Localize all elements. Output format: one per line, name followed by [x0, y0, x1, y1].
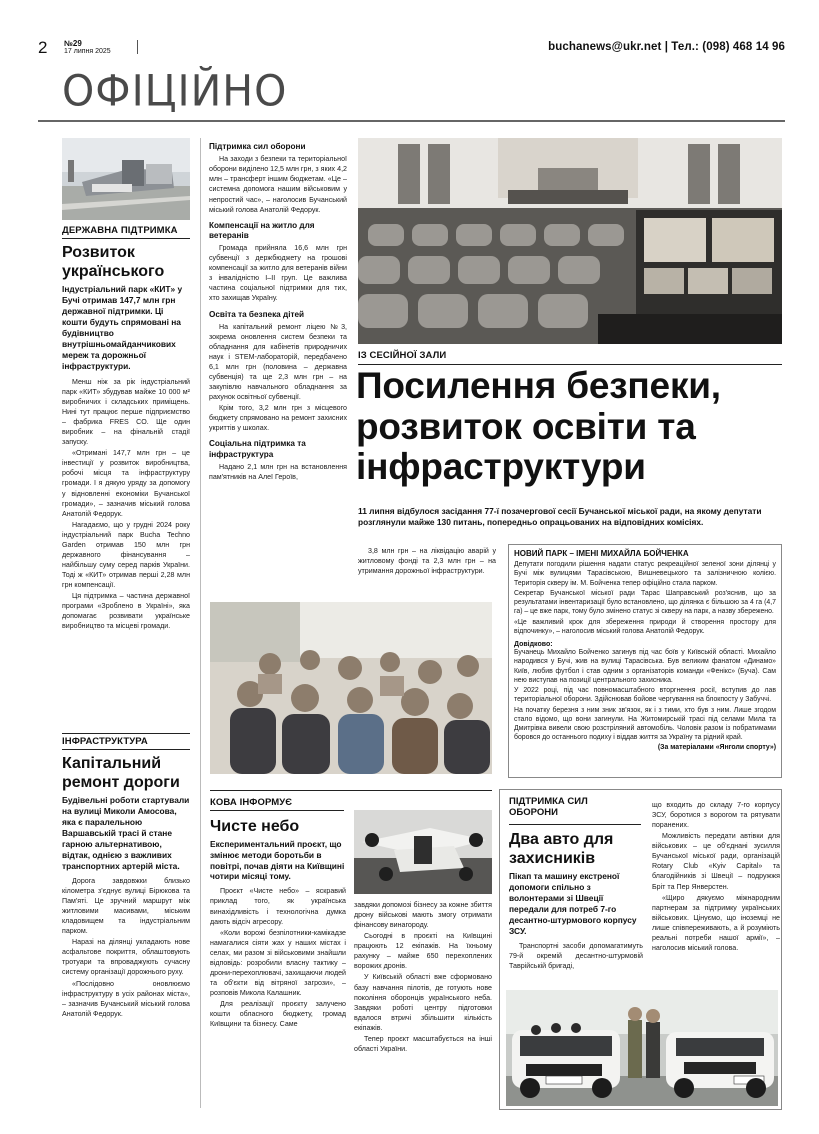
- article-title: Капітальний ремонт дороги: [62, 755, 180, 791]
- kova-top-rule: [210, 790, 492, 791]
- paragraph: Крім того, 3,2 млн грн з місцевого бюджету спрямовано на ремонт захисних укриттів у школах.: [209, 404, 347, 433]
- article-title: Два авто для захисників: [509, 831, 614, 867]
- paragraph: Сьогодні в проєкті на Київщині працюють 12 екіпажів. На їхньому рахунку – майже 650 перехоплених ворожих дронів.: [354, 932, 492, 971]
- subhead-social: Соціальна підтримка та інфраструктура: [209, 439, 306, 459]
- support-tag-rule: [509, 824, 641, 825]
- paragraph: «Коли ворожі безпілотники-камікадзе намагалися сіяти жах у наших містах і селах, ми разом зі військовими знайшли відповідь: розробили власну тактику – дрони-перехоплювачі, захищаючи людей та об'єкти від вітряної загрози», – розповів Микола Калашник.: [210, 928, 346, 998]
- header-rule: [38, 120, 785, 122]
- col1-section-rule: [62, 733, 190, 734]
- park-box-title: НОВИЙ ПАРК – ІМЕНІ МИХАЙЛА БОЙЧЕНКА: [514, 549, 689, 558]
- article-two-cars-continued: [652, 800, 780, 953]
- subhead-defense: Підтримка сил оборони: [209, 142, 306, 151]
- article-two-cars: [509, 831, 643, 971]
- section-title: ОФІЦІЙНО: [62, 66, 288, 116]
- park-sidebar-box: [508, 544, 782, 778]
- article-lead: Пікап та машину екстреної допомоги спільно з волонтерами зі Швеції передали для потреб 7-го десантно-штурмового корпусу ЗСУ.: [509, 871, 637, 937]
- donated-cars-photo: [506, 990, 778, 1106]
- paragraph: Дорога завдовжки близько кілометра з'єднує вулиці Бірюкова та Пам'яті. Це зручний маршрут між житловими масивами, міським кладовищем та індустріальним парком.: [62, 876, 190, 936]
- article-industrial-park: [62, 244, 190, 631]
- article-lead: Будівельні роботи стартували на вулиці Миколи Амосова, яка є паралельною Варшавській трасі й стане гарною альтернативою, відтак, однією з важливих транспортних артерій міста.: [62, 795, 190, 871]
- paragraph: Ця підтримка – частина державної програми «Зроблено в Україні», яка допомагає розвивати українське виробництво та місцеві громади.: [62, 592, 190, 631]
- article-title: Чисте небо: [210, 818, 300, 835]
- article-lead: Експериментальний проєкт, що змінює методи боротьби в повітрі, почав діяти на Київщині чотири місяці тому.: [210, 838, 345, 882]
- issue-date: 17 липня 2025: [64, 48, 111, 55]
- col1-tag-rule: [62, 238, 190, 239]
- header-divider: [137, 40, 138, 54]
- article-title: Розвиток українського: [62, 244, 165, 280]
- article-clear-sky: [210, 818, 346, 1029]
- subhead-education: Освіта та безпека дітей: [209, 309, 305, 319]
- paragraph: Проєкт «Чисте небо» – яскравий приклад того, як українська винахідливість і технологічна думка дають відсіч агресору.: [210, 887, 346, 926]
- paragraph: На капітальний ремонт ліцею №3, зокрема оновлення систем безпеки та обладнання для кабінетів природничих наук і STEM-лабораторій, передбачено 6,1 млн грн (половина – державна субвенція) та ще 2,3 млн грн – на закупівлю навчального обладнання за рахунок освітньої субвенції.: [209, 322, 347, 402]
- main-lead: 11 липня відбулося засідання 77-ї позачергової сесії Бучанської міської ради, на якому депутати розглянули майже 130 питань, попередньо опрацьованих на відповідних комісіях.: [358, 506, 762, 527]
- main-headline: Посилення безпеки, розвиток освіти та інфраструктури: [356, 365, 721, 488]
- paragraph: «Це важливий крок для збереження природи й створення простору для відпочинку», – наголосив міський голова Анатолій Федорук.: [514, 618, 776, 635]
- paragraph: Секретар Бучанської міської ради Тарас Шаправський роз'яснив, що за результатами інвентаризації було встановлено, що ділянка є більшою за 4 га (4,7 га) – це вже парк, тому було змінено статус зі скверу на парк, а назву збережено.: [514, 589, 776, 616]
- paragraph: На початку березня з ним зник зв'язок, як і з тими, хто був з ним. Лише згодом стало відомо, що вони загинули. На Житомирській трасі під селами Мила та Дмитрівка вивели свою розстріляний автомобіль. Чоловік разом із побратимами боровся до останнього подиху і віддав життя за Україну та рідний край.: [514, 706, 776, 742]
- article-lead: Індустріальний парк «КИТ» у Бучі отримав 147,7 млн грн державної підтримки. Ці кошти будуть спрямовані на будівництво внутрішньомайданчикових мереж та дорожньої інфраструктури.: [62, 284, 183, 371]
- paragraph: Для реалізації проєкту залучено кошти обласного бюджету, громад Київщини та бізнесу. Саме: [210, 1000, 346, 1029]
- session-hall-photo: [358, 138, 782, 344]
- paragraph: Можливість передати автівки для військових – це об'єднані зусилля Бучанської міської ради, організацій Rotary Club «Kyiv Capital» та благодійників зі Швеції – подружжя Бріт та Пер Янверстен.: [652, 832, 780, 891]
- reference-title: Довідково:: [514, 641, 553, 648]
- paragraph: Депутати погодили рішення надати статус рекреаційної зеленої зони ділянці у Бучі між вулицями Тарасівською, Вишневецького та залізничною колією. Територія скверу ім. М. Бойченка тепер офіційно стала парком.: [514, 561, 776, 587]
- paragraph: У Київській області вже сформовано базу навчання пілотів, де готують нове покоління оборонців українського неба. Завдяки роботі центру підготовки вдалося втричі збільшити кількість екіпажів.: [354, 973, 492, 1032]
- paragraph: Тепер проєкт масштабується на інші області України.: [354, 1034, 492, 1053]
- paragraph: Бучанець Михайло Бойченко загинув під час боїв у Київській області. Михайло народився у Бучі, жив на вулиці Тарасівська. Був великим фанатом «Динамо» Київ, любив футбол і став одним з організаторів команди «Фенікс» (Буча). Сам нею виступав на позиції центрального захисника.: [514, 649, 776, 684]
- paragraph: «Щиро дякуємо міжнародним партнерам за підтримку українських військових. Цінуємо, що іноземці не лише співпереживають, а й розуміють реальні потреби нашої армії», – наголосив міський голова.: [652, 893, 780, 952]
- main-article-tag: ІЗ СЕСІЙНОЇ ЗАЛИ: [358, 350, 447, 361]
- park-box-source: (За матеріалами «Янголи спорту»): [657, 743, 776, 751]
- header-contacts: buchanews@ukr.net | Тел.: (098) 468 14 96: [548, 41, 785, 53]
- paragraph: На заходи з безпеки та територіальної оборони виділено 12,5 млн грн, з яких 4,2 млн – трансферт іншим бюджетам. «Це – системна допомога нашим військовим у непростий час», – наголосив Бучанський міський голова Анатолій Федорук.: [209, 155, 347, 214]
- drone-photo: [354, 810, 492, 894]
- column-divider: [200, 138, 201, 1108]
- kova-tag-rule: [210, 810, 344, 811]
- paragraph: У 2022 році, під час повномасштабного вторгнення росії, вступив до лав територіальної оборони. Здійснював бойове чергування на блокпосту у Забуччі.: [514, 687, 776, 704]
- paragraph: Транспортні засоби допомагатимуть 79-й окремій десантно-штурмовій Таврійській бригаді,: [509, 941, 643, 971]
- article-road-repair: [62, 755, 190, 1019]
- page-number: 2: [38, 38, 48, 57]
- issue-number: №29: [64, 39, 82, 48]
- article-clear-sky-continued: [354, 900, 492, 1054]
- paragraph: Громада прийняла 16,6 млн грн субвенції з держбюджету на грошові компенсації за житло для ветеранів війни з інвалідністю І–ІІ груп. Це важлива частина соціальної підтримки для тих, хто захищав Україну.: [209, 244, 347, 303]
- main-continuation: 3,8 млн грн – на ліквідацію аварій у житловому фонді та 2,3 млн грн – на утримання дорожньої інфраструктури.: [358, 547, 496, 576]
- col1-tag-infrastructure: ІНФРАСТРУКТУРА: [62, 736, 148, 747]
- industrial-park-photo: [62, 138, 190, 220]
- paragraph: Надано 2,1 млн грн на встановлення пам'ятників на Алеї Героїв,: [209, 462, 347, 481]
- col1-tag2-rule: [62, 749, 190, 750]
- paragraph: що входить до складу 7-го корпусу ЗСУ, боротися з ворогом та рятувати поранених.: [652, 801, 780, 830]
- support-tag: ПІДТРИМКА СИЛ ОБОРОНИ: [509, 796, 588, 818]
- paragraph: Наразі на ділянці укладають нове асфальтове покриття, облаштовують тротуари та впроваджують сучасну систему організації дорожнього руху.: [62, 938, 190, 977]
- col1-tag-state-support: ДЕРЖАВНА ПІДТРИМКА: [62, 225, 178, 236]
- audience-photo: [210, 602, 492, 774]
- paragraph: «Отримані 147,7 млн грн – це інвестиції у розвиток виробництва, робочі місця та інфраструктуру громади. І я дякую уряду за допомогу у відновленні економіки Бучанської громади», – зазначив міський голова Анатолій Федорук.: [62, 449, 190, 518]
- paragraph: Менш ніж за рік індустріальний парк «КИТ» збудував майже 10 000 м² виробничих і складських приміщень. Нині тут працює перше підприємство – фабрика FRES CO. Ще один виробник – на фінальній стадії запуску.: [62, 377, 190, 447]
- kova-tag: КОВА ІНФОРМУЄ: [210, 797, 293, 808]
- subhead-veterans: Компенсації на житло для ветеранів: [209, 220, 315, 240]
- paragraph: Нагадаємо, що у грудні 2024 року індустріальний парк Bucha Techno Garden отримав 150 млн грн державного фінансування – найбільшу суму серед парків України. Тоді ж «КИТ» отримав перші 2,28 млн грн компенсації.: [62, 520, 190, 590]
- budget-notes: [209, 142, 347, 482]
- paragraph: «Послідовно оновлюємо інфраструктуру в усіх районах міста», – зазначив Бучанський міський голова Анатолій Федорук.: [62, 979, 190, 1018]
- paragraph: завдяки допомозі бізнесу за кожне збиття дрону військові мають змогу отримати фінансову винагороду.: [354, 901, 492, 930]
